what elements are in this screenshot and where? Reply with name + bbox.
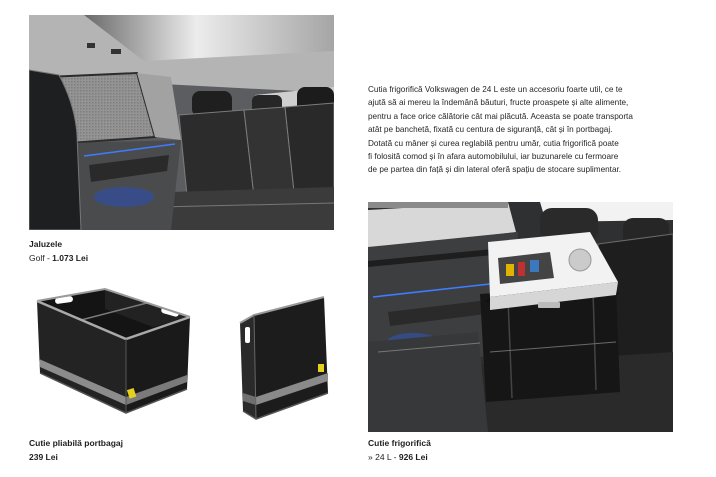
cooler-caption: [368, 436, 431, 464]
foldable-box-folded: [240, 297, 328, 419]
cooler-box: [480, 232, 620, 402]
foldable-box-folded-photo: [236, 293, 331, 421]
sunshades-caption: [29, 237, 88, 265]
cooler-price: 926 Lei: [398, 452, 428, 462]
foldable-box-price: 239 Lei: [29, 452, 58, 462]
cooler-title: Cutie frigorifică: [368, 438, 431, 448]
foldable-box-caption: [29, 436, 123, 464]
description-line: fi folosită comod și în afara automobilului, iar buzunarele cu fermoare: [368, 152, 619, 162]
yellow-tag: [318, 364, 324, 372]
cooler-spec: » 24 L -: [368, 452, 399, 462]
sunshades-photo: [29, 15, 334, 230]
sunshades-price: 1.073 Lei: [52, 253, 89, 263]
cooler-description: [368, 83, 678, 177]
sunshades-model: Golf -: [29, 253, 53, 263]
description-line: atât pe banchetă, fixată cu centura de siguranță, cât și în portbagaj.: [368, 125, 613, 135]
description-line: ajută să ai mereu la îndemână băuturi, fructe proaspete și alte alimente,: [368, 98, 629, 108]
description-line: Dotată cu mâner și curea reglabilă pentru umăr, cutia frigorifică poate: [368, 138, 619, 148]
cooler-photo: [368, 202, 673, 432]
sunshades-price-line: [29, 251, 88, 265]
door-panel: [69, 140, 181, 230]
foldable-box-title: Cutie pliabilă portbagaj: [29, 438, 123, 448]
description-line: de pe partea din față și din lateral oferă spațiu de stocare suplimentar.: [368, 165, 622, 175]
cooler-price-line: [368, 450, 431, 464]
foldable-box-open: [37, 289, 190, 413]
description-line: pentru a face orice călătorie cât mai plăcută. Aceasta se poate transporta: [368, 111, 633, 121]
foldable-box-open-photo: [33, 287, 193, 417]
description-line: Cutia frigorifică Volkswagen de 24 L este un accesoriu foarte util, ce te: [368, 85, 623, 94]
sunshades-title: Jaluzele: [29, 239, 63, 249]
